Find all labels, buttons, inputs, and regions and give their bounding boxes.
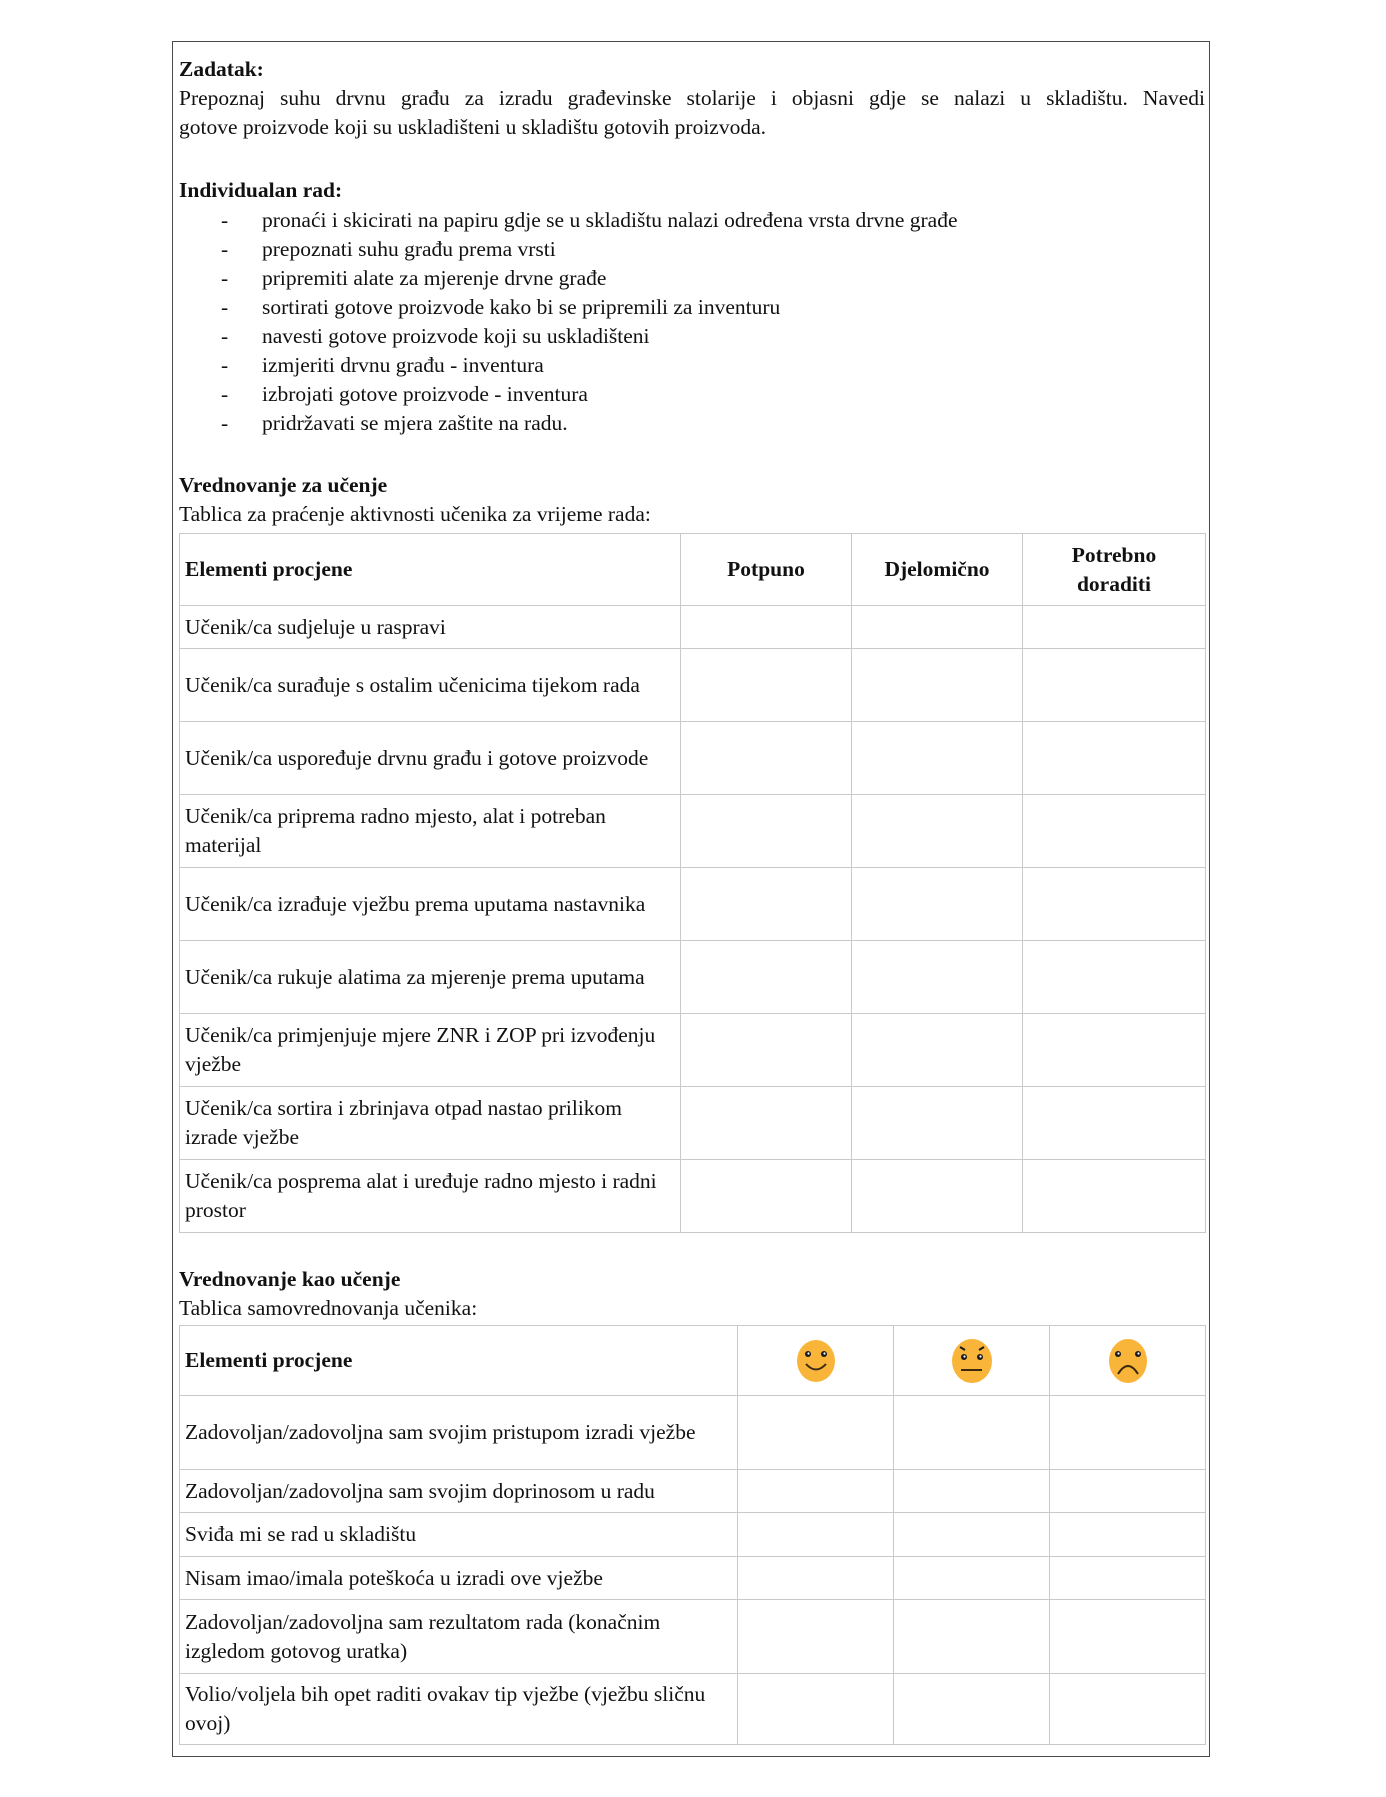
list-item-text: prepoznati suhu građu prema vrsti	[262, 237, 556, 261]
potrebno-doraditi-cell[interactable]	[1023, 606, 1206, 649]
djelomicno-cell[interactable]	[852, 795, 1023, 868]
djelomicno-cell[interactable]	[852, 1087, 1023, 1160]
potrebno-doraditi-cell[interactable]	[1023, 795, 1206, 868]
sad-cell[interactable]	[1050, 1600, 1206, 1674]
potpuno-cell[interactable]	[681, 649, 852, 722]
table-row	[180, 1014, 1206, 1087]
criterion-cell: Sviđa mi se rad u skladištu	[180, 1513, 738, 1557]
self-assessment-table	[179, 1325, 1206, 1745]
potrebno-doraditi-cell[interactable]	[1023, 649, 1206, 722]
individual-work-heading: Individualan rad:	[179, 178, 343, 202]
bullet-dash: -	[221, 208, 229, 232]
list-item-text: pripremiti alate za mjerenje drvne građe	[262, 266, 607, 290]
criterion-cell: Učenik/ca sudjeluje u raspravi	[180, 606, 681, 649]
potrebno-doraditi-cell[interactable]	[1023, 1160, 1206, 1233]
assessment-as-learning-subheading: Tablica samovrednovanja učenika:	[179, 1296, 478, 1320]
djelomicno-cell[interactable]	[852, 1014, 1023, 1087]
neutral-cell[interactable]	[894, 1600, 1050, 1674]
task-description-line-1: Prepoznaj suhu drvnu građu za izradu građevinske stolarije i objasni gdje se nalazi u skladištu. Navedi	[179, 86, 1205, 110]
potrebno-doraditi-cell[interactable]	[1023, 868, 1206, 941]
criterion-cell: Učenik/ca posprema alat i uređuje radno mjesto i radni prostor	[180, 1160, 681, 1233]
criterion-cell: Učenik/ca sortira i zbrinjava otpad nastao prilikom izrade vježbe	[180, 1087, 681, 1160]
assessment-for-learning-subheading: Tablica za praćenje aktivnosti učenika za vrijeme rada:	[179, 502, 651, 526]
djelomicno-cell[interactable]	[852, 606, 1023, 649]
table-row	[180, 795, 1206, 868]
header-potpuno: Potpuno	[681, 534, 852, 606]
header-elementi-procjene: Elementi procjene	[180, 1326, 738, 1396]
criterion-cell: Volio/voljela bih opet raditi ovakav tip vježbe (vježbu sličnu ovoj)	[180, 1674, 738, 1745]
header-sad	[1050, 1326, 1206, 1396]
potpuno-cell[interactable]	[681, 795, 852, 868]
happy-cell[interactable]	[738, 1557, 894, 1600]
criterion-cell: Učenik/ca surađuje s ostalim učenicima tijekom rada	[180, 649, 681, 722]
happy-cell[interactable]	[738, 1600, 894, 1674]
neutral-cell[interactable]	[894, 1557, 1050, 1600]
table-row	[180, 941, 1206, 1014]
bullet-dash: -	[221, 266, 229, 290]
potrebno-doraditi-cell[interactable]	[1023, 1087, 1206, 1160]
table-header-row	[180, 1326, 1206, 1396]
neutral-cell[interactable]	[894, 1513, 1050, 1557]
list-item-text: pronaći i skicirati na papiru gdje se u skladištu nalazi određena vrsta drvne građe	[262, 208, 958, 232]
list-item-text: navesti gotove proizvode koji su uskladišteni	[262, 324, 650, 348]
potpuno-cell[interactable]	[681, 1014, 852, 1087]
table-row	[180, 1600, 1206, 1674]
criterion-cell: Nisam imao/imala poteškoća u izradi ove vježbe	[180, 1557, 738, 1600]
sad-cell[interactable]	[1050, 1513, 1206, 1557]
sad-cell[interactable]	[1050, 1674, 1206, 1745]
potpuno-cell[interactable]	[681, 868, 852, 941]
potrebno-doraditi-cell[interactable]	[1023, 722, 1206, 795]
criterion-cell: Učenik/ca rukuje alatima za mjerenje prema uputama	[180, 941, 681, 1014]
table-row	[180, 649, 1206, 722]
neutral-cell[interactable]	[894, 1470, 1050, 1513]
neutral-face-icon	[951, 1338, 993, 1384]
potpuno-cell[interactable]	[681, 722, 852, 795]
header-elementi-procjene: Elementi procjene	[180, 534, 681, 606]
header-potrebno-doraditi: Potrebno doraditi	[1023, 534, 1206, 606]
bullet-dash: -	[221, 382, 229, 406]
task-description-line-2: gotove proizvode koji su uskladišteni u skladištu gotovih proizvoda.	[179, 115, 766, 139]
list-item-text: pridržavati se mjera zaštite na radu.	[262, 411, 568, 435]
happy-cell[interactable]	[738, 1396, 894, 1470]
djelomicno-cell[interactable]	[852, 941, 1023, 1014]
header-happy	[738, 1326, 894, 1396]
criterion-cell: Učenik/ca priprema radno mjesto, alat i potreban materijal	[180, 795, 681, 868]
potpuno-cell[interactable]	[681, 1160, 852, 1233]
criterion-cell: Zadovoljan/zadovoljna sam svojim doprinosom u radu	[180, 1470, 738, 1513]
assessment-for-learning-heading: Vrednovanje za učenje	[179, 473, 388, 497]
table-row	[180, 1674, 1206, 1745]
bullet-dash: -	[221, 411, 229, 435]
criterion-cell: Zadovoljan/zadovoljna sam svojim pristupom izradi vježbe	[180, 1396, 738, 1470]
criterion-cell: Zadovoljan/zadovoljna sam rezultatom rada (konačnim izgledom gotovog uratka)	[180, 1600, 738, 1674]
happy-cell[interactable]	[738, 1470, 894, 1513]
potpuno-cell[interactable]	[681, 606, 852, 649]
happy-cell[interactable]	[738, 1513, 894, 1557]
activity-tracking-table	[179, 533, 1206, 1233]
table-row	[180, 1470, 1206, 1513]
sad-face-icon	[1108, 1338, 1148, 1384]
table-row	[180, 1396, 1206, 1470]
djelomicno-cell[interactable]	[852, 868, 1023, 941]
assessment-as-learning-heading: Vrednovanje kao učenje	[179, 1267, 401, 1291]
potrebno-doraditi-cell[interactable]	[1023, 1014, 1206, 1087]
table-row	[180, 722, 1206, 795]
sad-cell[interactable]	[1050, 1557, 1206, 1600]
criterion-cell: Učenik/ca uspoređuje drvnu građu i gotove proizvode	[180, 722, 681, 795]
table-header-row	[180, 534, 1206, 606]
neutral-cell[interactable]	[894, 1396, 1050, 1470]
list-item-text: izmjeriti drvnu građu - inventura	[262, 353, 544, 377]
header-neutral	[894, 1326, 1050, 1396]
djelomicno-cell[interactable]	[852, 722, 1023, 795]
neutral-cell[interactable]	[894, 1674, 1050, 1745]
task-description	[179, 84, 1205, 142]
task-heading: Zadatak:	[179, 57, 264, 81]
table-row	[180, 606, 1206, 649]
djelomicno-cell[interactable]	[852, 649, 1023, 722]
bullet-dash: -	[221, 324, 229, 348]
happy-cell[interactable]	[738, 1674, 894, 1745]
happy-face-icon	[796, 1339, 836, 1383]
table-row	[180, 868, 1206, 941]
bullet-dash: -	[221, 353, 229, 377]
potpuno-cell[interactable]	[681, 941, 852, 1014]
list-item-text: izbrojati gotove proizvode - inventura	[262, 382, 588, 406]
sad-cell[interactable]	[1050, 1470, 1206, 1513]
potrebno-doraditi-cell[interactable]	[1023, 941, 1206, 1014]
criterion-cell: Učenik/ca izrađuje vježbu prema uputama nastavnika	[180, 868, 681, 941]
table-row	[180, 1557, 1206, 1600]
header-djelomicno: Djelomično	[852, 534, 1023, 606]
potpuno-cell[interactable]	[681, 1087, 852, 1160]
bullet-dash: -	[221, 295, 229, 319]
sad-cell[interactable]	[1050, 1396, 1206, 1470]
table-row	[180, 1087, 1206, 1160]
list-item-text: sortirati gotove proizvode kako bi se pripremili za inventuru	[262, 295, 781, 319]
criterion-cell: Učenik/ca primjenjuje mjere ZNR i ZOP pri izvođenju vježbe	[180, 1014, 681, 1087]
bullet-dash: -	[221, 237, 229, 261]
djelomicno-cell[interactable]	[852, 1160, 1023, 1233]
table-row	[180, 1513, 1206, 1557]
table-row	[180, 1160, 1206, 1233]
